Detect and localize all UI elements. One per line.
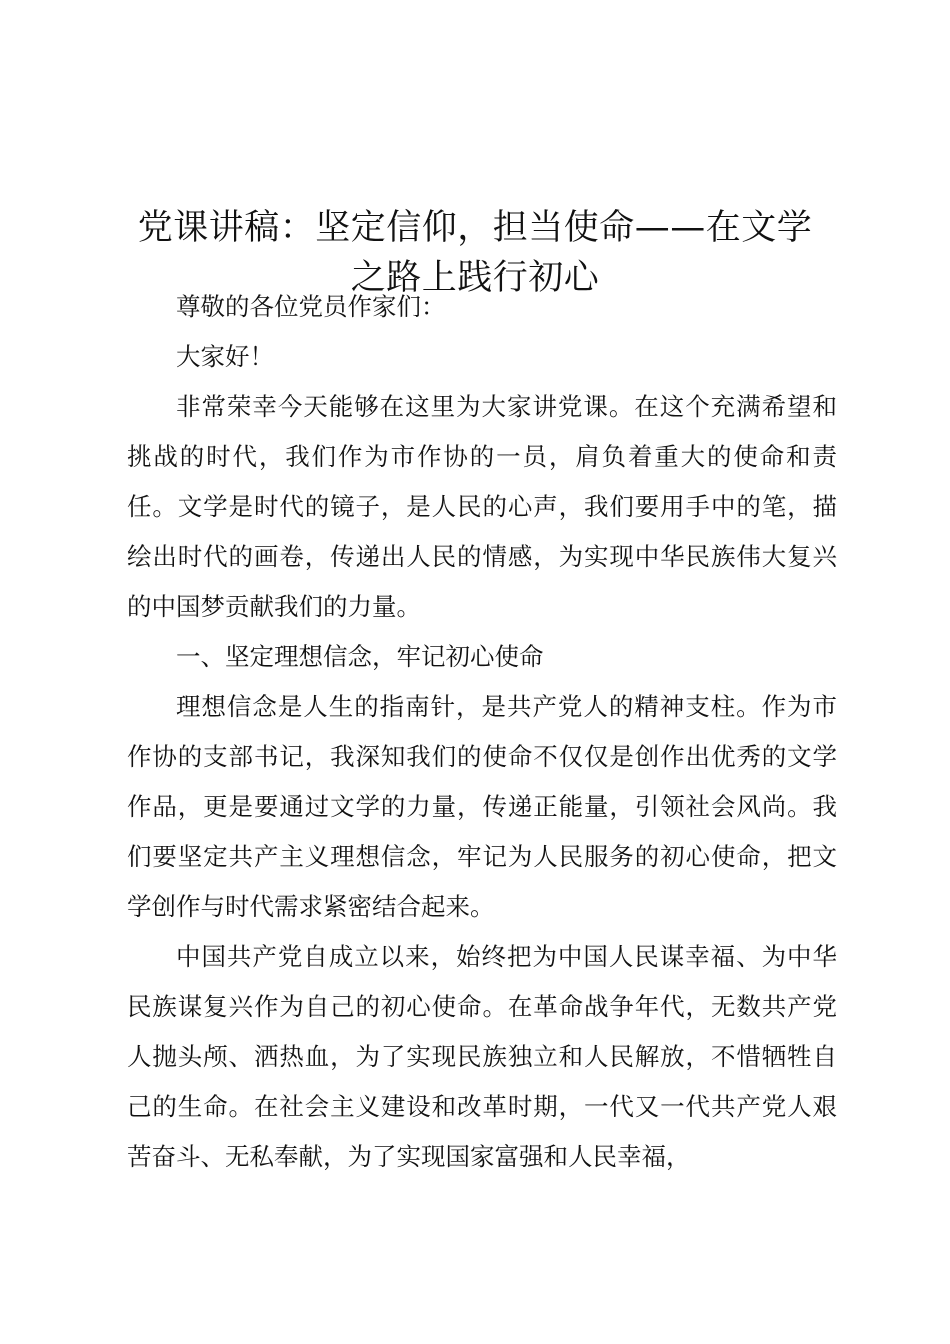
paragraph-intro: 非常荣幸今天能够在这里为大家讲党课。在这个充满希望和挑战的时代，我们作为市作协的一员，肩负着重大的使命和责任。文学是时代的镜子，是人民的心声，我们要用手中的笔，描绘出时代的画卷，传递出人民的情感，为实现中华民族伟大复兴的中国梦贡献我们的力量。	[127, 392, 837, 621]
title-line-1: 党课讲稿：坚定信仰，担当使命——在文学	[137, 208, 813, 249]
section-heading-1: 一、坚定理想信念，牢记初心使命	[176, 642, 544, 671]
paragraph-ideals: 理想信念是人生的指南针，是共产党人的精神支柱。作为市作协的支部书记，我深知我们的使命不仅仅是创作出优秀的文学作品，更是要通过文学的力量，传递正能量，引领社会风尚。我们要坚定共产主义理想信念，牢记为人民服务的初心使命，把文学创作与时代需求紧密结合起来。	[127, 692, 837, 921]
greeting: 大家好！	[176, 342, 274, 371]
paragraph-history: 中国共产党自成立以来，始终把为中国人民谋幸福、为中华民族谋复兴作为自己的初心使命。在革命战争年代，无数共产党人抛头颅、洒热血，为了实现民族独立和人民解放，不惜牺牲自己的生命。在社会主义建设和改革时期，一代又一代共产党人艰苦奋斗、无私奉献，为了实现国家富强和人民幸福，	[127, 942, 837, 1171]
salutation: 尊敬的各位党员作家们：	[176, 292, 446, 321]
title-line-2: 之路上践行初心	[350, 258, 600, 299]
document-body	[127, 282, 837, 1182]
